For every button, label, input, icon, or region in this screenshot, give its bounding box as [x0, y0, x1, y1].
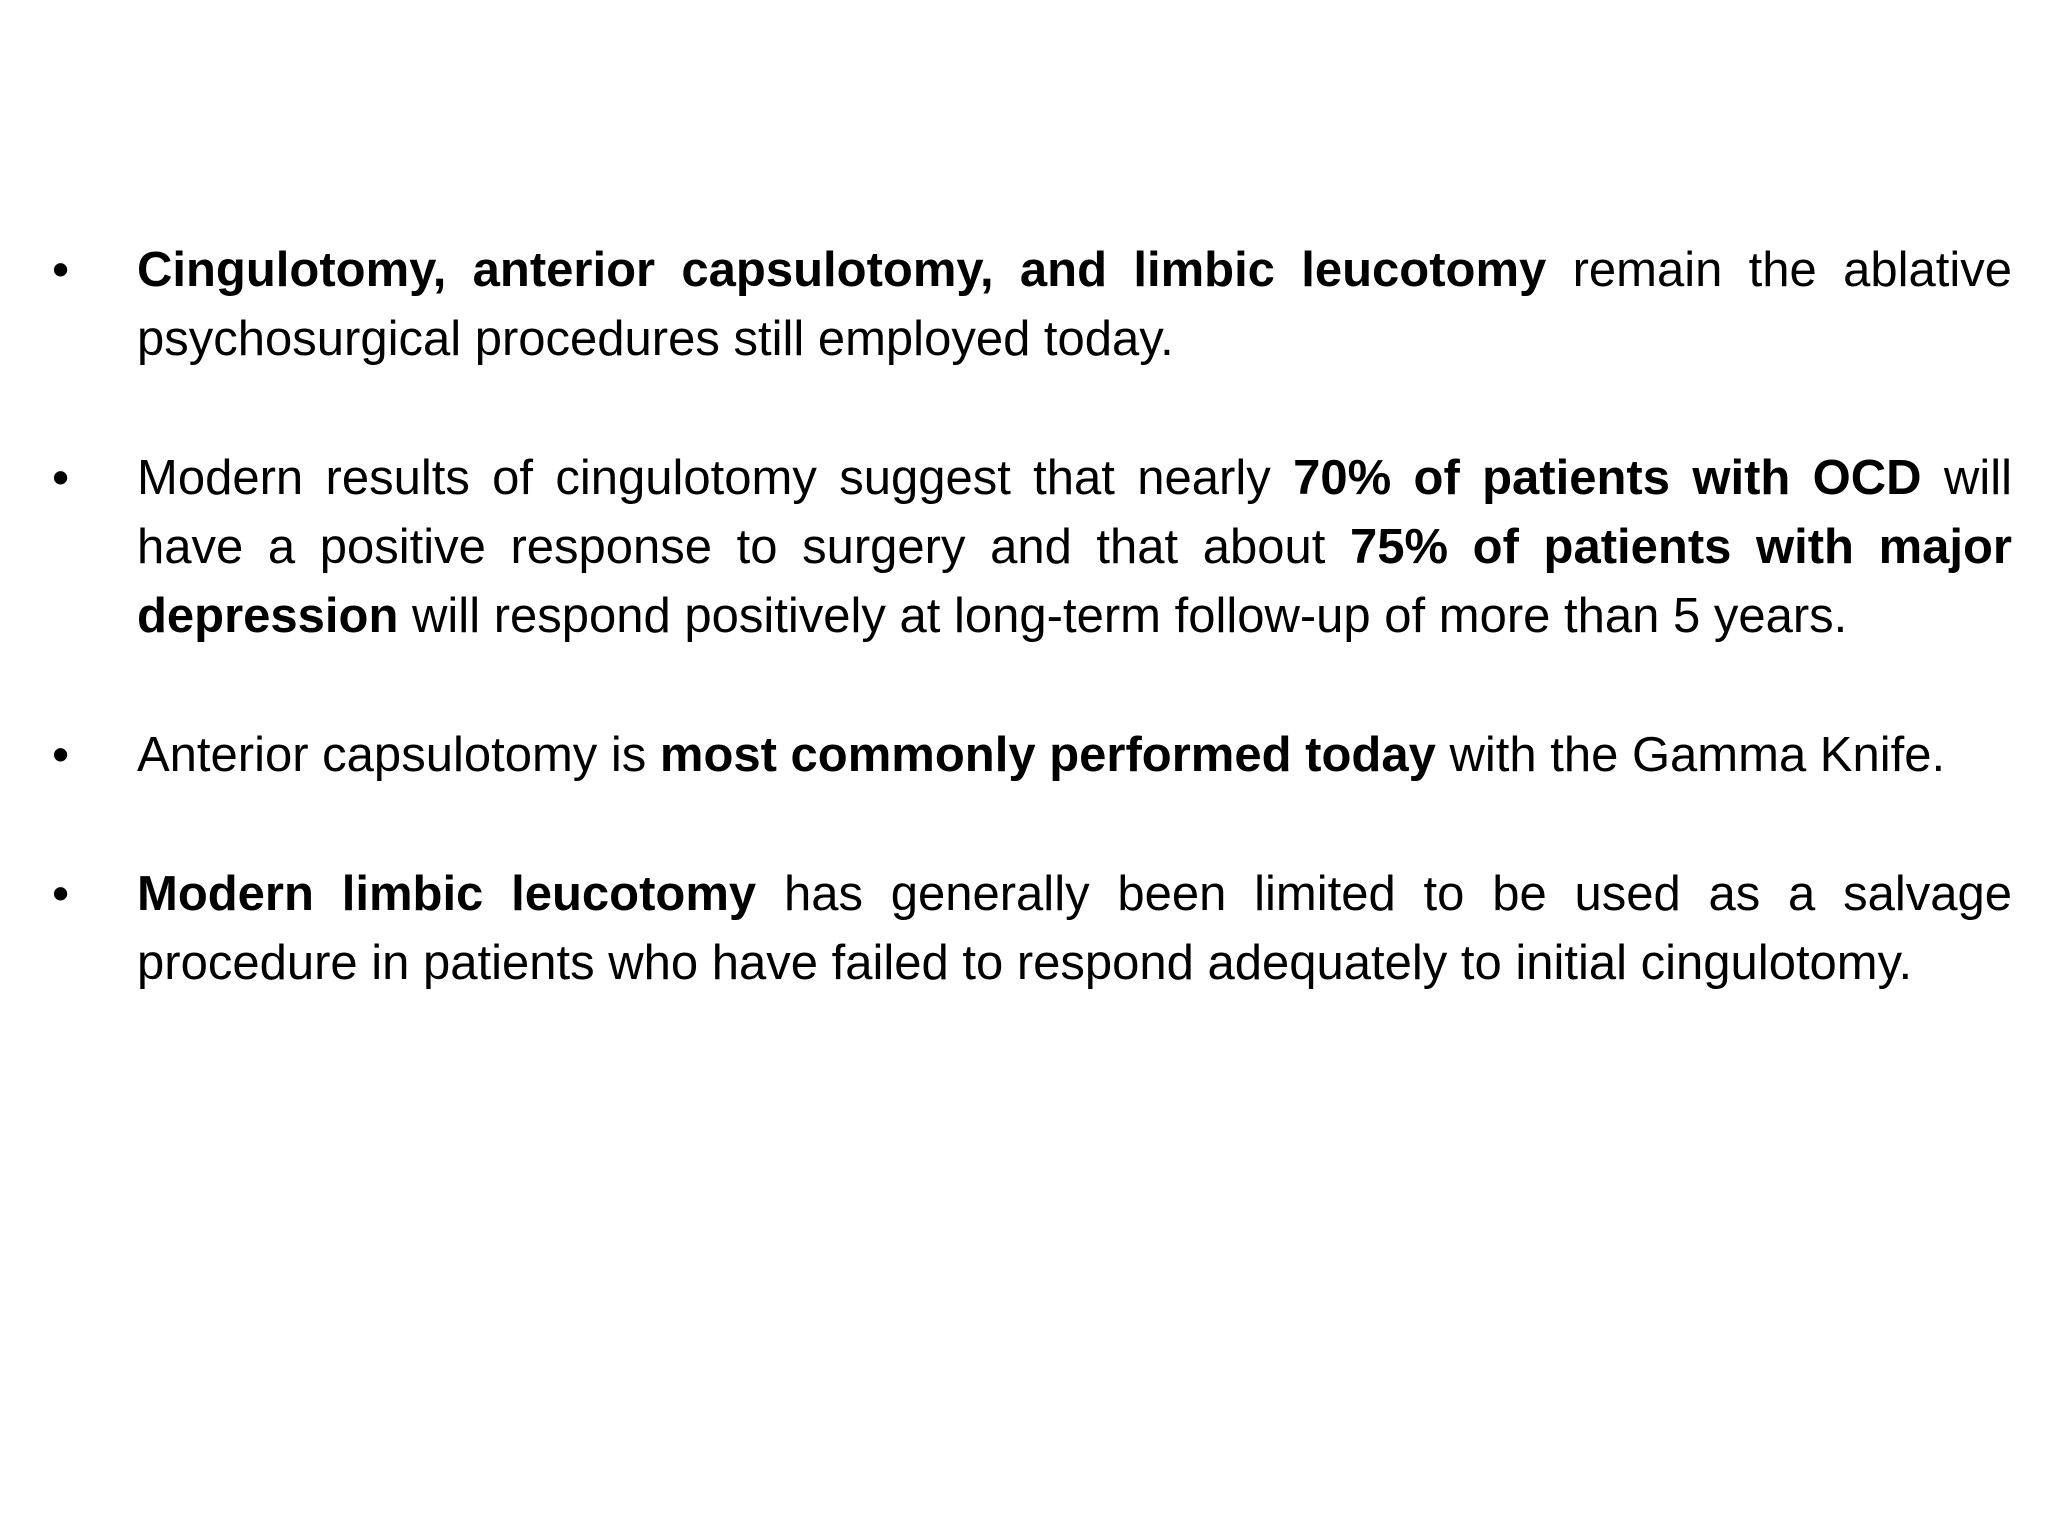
- bold-phrase: most commonly performed today: [659, 728, 1436, 782]
- bullet-point-icon: •: [52, 867, 70, 921]
- text-run: will respond positively at long-term follow-up of more than 5 years.: [398, 589, 1848, 643]
- text-run: has generally been limited to be used as a salvage procedure in patients who have failed to respond adequately to initial cingulotomy.: [137, 867, 2012, 990]
- bullet-text: [137, 243, 2012, 366]
- bullet-item-cingulotomy-results: [52, 444, 2012, 651]
- bullet-point-icon: •: [52, 728, 70, 782]
- bullet-item-anterior-capsulotomy: [52, 721, 2012, 790]
- bullet-point-icon: •: [52, 451, 70, 505]
- bold-phrase: Modern limbic leucotomy: [137, 867, 757, 921]
- text-run: will have a positive response to surgery and that about: [137, 451, 2012, 574]
- bullet-text: [137, 728, 1945, 782]
- bullet-list: [52, 236, 2012, 1068]
- bold-phrase: Cingulotomy, anterior capsulotomy, and limbic leucotomy: [137, 243, 1547, 297]
- text-run: with the Gamma Knife.: [1435, 728, 1946, 782]
- text-run: Modern results of cingulotomy suggest that nearly: [137, 451, 1294, 505]
- bullet-text: [137, 867, 2012, 990]
- text-run: remain the ablative psychosurgical procedures still employed today.: [137, 243, 2012, 366]
- text-run: Anterior capsulotomy is: [137, 728, 660, 782]
- bold-phrase: 70% of patients with OCD: [1293, 451, 1922, 505]
- bullet-text: [137, 451, 2012, 643]
- bold-phrase: 75% of patients with major depression: [137, 520, 2012, 643]
- bullet-item-limbic-leucotomy: [52, 860, 2012, 998]
- bullet-point-icon: •: [52, 243, 70, 297]
- bullet-item-ablative-procedures: [52, 236, 2012, 374]
